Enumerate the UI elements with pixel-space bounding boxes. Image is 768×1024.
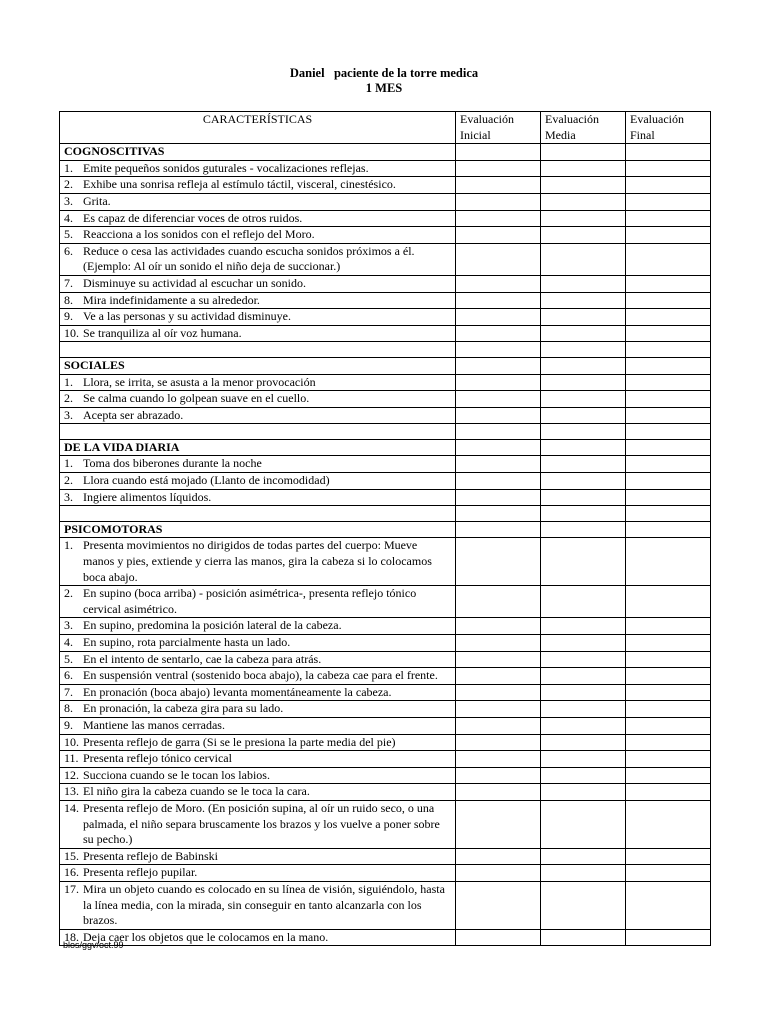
table-row [60, 848, 711, 865]
item-text: Presenta reflejo de Moro. (En posición supina, al oír un ruido seco, o una palmada, el niño separa bruscamente los brazos y los vuelve a poner sobre su pecho.) [83, 800, 440, 847]
item-text: En pronación, la cabeza gira para su lado. [83, 701, 284, 716]
table-row [60, 275, 711, 292]
table-row [60, 160, 711, 177]
item-cell [60, 407, 456, 424]
item-number: 9. [64, 309, 73, 324]
table-row [60, 800, 711, 848]
item-text: Mira un objeto cuando es colocado en su línea de visión, siguiéndolo, hasta la línea media, con la mirada, sin conseguir en tanto alcanzarla con los brazos. [83, 881, 445, 928]
eval-initial-cell[interactable] [456, 357, 541, 374]
eval-initial-cell[interactable] [456, 177, 541, 194]
eval-middle-cell[interactable] [541, 160, 626, 177]
eval-final-cell[interactable] [626, 881, 711, 929]
eval-final-cell[interactable] [626, 751, 711, 768]
table-row [60, 684, 711, 701]
eval-middle-cell[interactable] [541, 357, 626, 374]
item-cell [60, 391, 456, 408]
eval-middle-cell[interactable] [541, 701, 626, 718]
table-row [60, 309, 711, 326]
eval-initial-cell[interactable] [456, 439, 541, 456]
item-text: En el intento de sentarlo, cae la cabeza para atrás. [83, 651, 322, 666]
eval-middle-cell[interactable] [541, 635, 626, 652]
eval-middle-cell[interactable] [541, 521, 626, 538]
eval-initial-cell[interactable] [456, 193, 541, 210]
item-number: 1. [64, 374, 73, 389]
eval-middle-cell[interactable] [541, 391, 626, 408]
item-cell [60, 325, 456, 342]
item-text: Emite pequeños sonidos guturales - vocalizaciones reflejas. [83, 160, 369, 175]
item-text: En suspensión ventral (sostenido boca abajo), la cabeza cae para el frente. [83, 668, 438, 683]
item-cell [60, 193, 456, 210]
item-number: 10. [64, 734, 79, 749]
eval-final-cell[interactable] [626, 734, 711, 751]
table-row [60, 767, 711, 784]
item-text: Disminuye su actividad al escuchar un sonido. [83, 275, 306, 290]
evaluation-table [59, 111, 711, 946]
eval-middle-header: Evaluación Media [541, 112, 626, 144]
item-number: 2. [64, 177, 73, 192]
item-text: Toma dos biberones durante la noche [83, 456, 262, 471]
item-text: Llora, se irrita, se asusta a la menor provocación [83, 374, 316, 389]
item-number: 1. [64, 538, 73, 553]
table-row [60, 407, 711, 424]
eval-final-cell[interactable] [626, 684, 711, 701]
eval-final-cell[interactable] [626, 439, 711, 456]
eval-initial-cell[interactable] [456, 210, 541, 227]
eval-final-cell[interactable] [626, 929, 711, 946]
eval-final-cell[interactable] [626, 275, 711, 292]
eval-middle-cell[interactable] [541, 767, 626, 784]
eval-initial-cell[interactable] [456, 635, 541, 652]
table-row [60, 538, 711, 586]
eval-initial-cell[interactable] [456, 865, 541, 882]
table-row [60, 929, 711, 946]
eval-initial-cell[interactable] [456, 701, 541, 718]
section-title: COGNOSCITIVAS [60, 144, 456, 161]
item-number: 6. [64, 668, 73, 683]
footer-code: blos/ggv/oct.99 [63, 940, 124, 950]
item-cell [60, 292, 456, 309]
item-text: Acepta ser abrazado. [83, 407, 184, 422]
item-number: 8. [64, 292, 73, 307]
eval-initial-cell[interactable] [456, 160, 541, 177]
item-cell [60, 374, 456, 391]
item-cell [60, 848, 456, 865]
eval-middle-cell[interactable] [541, 325, 626, 342]
eval-initial-cell[interactable] [456, 734, 541, 751]
eval-final-cell[interactable] [626, 635, 711, 652]
eval-final-cell[interactable] [626, 357, 711, 374]
item-number: 16. [64, 865, 79, 880]
document-subtitle: 1 MES [365, 81, 403, 95]
section-title: PSICOMOTORAS [60, 521, 456, 538]
item-cell [60, 473, 456, 490]
eval-initial-cell[interactable] [456, 407, 541, 424]
item-text: Ve a las personas y su actividad disminuye. [83, 309, 291, 324]
eval-middle-cell[interactable] [541, 374, 626, 391]
item-text: El niño gira la cabeza cuando se le toca la cara. [83, 784, 310, 799]
section-title: SOCIALES [60, 357, 456, 374]
item-text: Se tranquiliza al oír voz humana. [83, 325, 242, 340]
item-text: Mantiene las manos cerradas. [83, 717, 225, 732]
eval-final-cell[interactable] [626, 227, 711, 244]
item-number: 9. [64, 717, 73, 732]
eval-final-cell[interactable] [626, 521, 711, 538]
section-row [60, 521, 711, 538]
blank-row [60, 342, 711, 358]
eval-middle-cell[interactable] [541, 342, 626, 358]
table-row [60, 635, 711, 652]
item-text: Grita. [83, 193, 111, 208]
eval-initial-cell[interactable] [456, 684, 541, 701]
item-number: 8. [64, 701, 73, 716]
eval-middle-cell[interactable] [541, 538, 626, 586]
table-row [60, 865, 711, 882]
table-body [60, 144, 711, 946]
eval-final-cell[interactable] [626, 668, 711, 685]
document-header [0, 66, 768, 96]
item-text: Succiona cuando se le tocan los labios. [83, 767, 270, 782]
eval-final-cell[interactable] [626, 309, 711, 326]
table-row [60, 374, 711, 391]
table-row [60, 751, 711, 768]
eval-initial-cell[interactable] [456, 521, 541, 538]
item-text: Mira indefinidamente a su alrededor. [83, 292, 260, 307]
item-cell [60, 881, 456, 929]
item-text: Presenta reflejo de Babinski [83, 848, 218, 863]
table-row [60, 243, 711, 275]
item-number: 14. [64, 800, 79, 815]
eval-final-cell[interactable] [626, 144, 711, 161]
eval-initial-cell[interactable] [456, 275, 541, 292]
item-cell [60, 734, 456, 751]
eval-final-cell[interactable] [626, 489, 711, 506]
item-number: 6. [64, 243, 73, 258]
item-cell [60, 751, 456, 768]
item-number: 1. [64, 160, 73, 175]
eval-middle-cell[interactable] [541, 865, 626, 882]
eval-final-cell[interactable] [626, 717, 711, 734]
eval-initial-cell[interactable] [456, 751, 541, 768]
eval-initial-cell[interactable] [456, 668, 541, 685]
eval-initial-cell[interactable] [456, 767, 541, 784]
item-number: 12. [64, 767, 79, 782]
table-row [60, 177, 711, 194]
table-row [60, 193, 711, 210]
eval-middle-cell[interactable] [541, 456, 626, 473]
table-row [60, 391, 711, 408]
eval-final-cell[interactable] [626, 473, 711, 490]
table-row [60, 668, 711, 685]
eval-final-cell[interactable] [626, 424, 711, 440]
item-cell [60, 800, 456, 848]
eval-middle-cell[interactable] [541, 210, 626, 227]
table-row [60, 651, 711, 668]
eval-initial-cell[interactable] [456, 881, 541, 929]
table-row [60, 456, 711, 473]
eval-final-cell[interactable] [626, 243, 711, 275]
section-title: DE LA VIDA DIARIA [60, 439, 456, 456]
eval-initial-cell[interactable] [456, 456, 541, 473]
item-text: Presenta reflejo tónico cervical [83, 751, 232, 766]
eval-initial-cell[interactable] [456, 325, 541, 342]
item-cell [60, 701, 456, 718]
item-cell [60, 717, 456, 734]
eval-initial-cell[interactable] [456, 489, 541, 506]
item-text: Exhibe una sonrisa refleja al estímulo táctil, visceral, cinestésico. [83, 177, 396, 192]
eval-middle-cell[interactable] [541, 292, 626, 309]
table-row [60, 784, 711, 801]
item-cell [60, 618, 456, 635]
item-text: Presenta movimientos no dirigidos de todas partes del cuerpo: Mueve manos y pies, extiende y cierra las manos, gira la cabeza si lo colocamos boca abajo. [83, 538, 432, 584]
eval-middle-cell[interactable] [541, 651, 626, 668]
eval-final-cell[interactable] [626, 784, 711, 801]
item-text: Es capaz de diferenciar voces de otros ruidos. [83, 210, 303, 225]
section-row [60, 144, 711, 161]
blank-cell [60, 424, 456, 440]
eval-initial-cell[interactable] [456, 618, 541, 635]
item-number: 4. [64, 635, 73, 649]
eval-middle-cell[interactable] [541, 243, 626, 275]
table-row [60, 473, 711, 490]
item-number: 15. [64, 848, 79, 863]
eval-final-cell[interactable] [626, 407, 711, 424]
eval-middle-cell[interactable] [541, 489, 626, 506]
eval-initial-cell[interactable] [456, 538, 541, 586]
item-cell [60, 456, 456, 473]
blank-cell [60, 342, 456, 358]
eval-final-cell[interactable] [626, 618, 711, 635]
item-number: 18. [64, 929, 79, 944]
eval-final-cell[interactable] [626, 538, 711, 586]
eval-initial-cell[interactable] [456, 144, 541, 161]
eval-middle-cell[interactable] [541, 473, 626, 490]
item-number: 1. [64, 456, 73, 471]
item-number: 2. [64, 586, 73, 601]
table-row [60, 701, 711, 718]
item-number: 10. [64, 325, 79, 340]
item-cell [60, 489, 456, 506]
eval-middle-cell[interactable] [541, 586, 626, 618]
item-number: 7. [64, 684, 73, 699]
item-number: 3. [64, 489, 73, 504]
table-row [60, 734, 711, 751]
eval-middle-cell[interactable] [541, 424, 626, 440]
eval-middle-cell[interactable] [541, 309, 626, 326]
item-number: 13. [64, 784, 79, 799]
eval-middle-cell[interactable] [541, 717, 626, 734]
item-text: En pronación (boca abajo) levanta momentáneamente la cabeza. [83, 684, 392, 699]
document-title: Daniel paciente de la torre medica [289, 66, 479, 80]
item-cell [60, 309, 456, 326]
eval-final-cell[interactable] [626, 342, 711, 358]
item-number: 4. [64, 210, 73, 225]
item-text: Reacciona a los sonidos con el reflejo del Moro. [83, 227, 315, 242]
item-number: 3. [64, 407, 73, 422]
eval-initial-cell[interactable] [456, 243, 541, 275]
eval-final-cell[interactable] [626, 160, 711, 177]
item-text: En supino (boca arriba) - posición asimétrica-, presenta reflejo tónico cervical asimétrico. [83, 586, 417, 616]
item-text: En supino, rota parcialmente hasta un lado. [83, 635, 291, 649]
item-cell [60, 865, 456, 882]
eval-middle-cell[interactable] [541, 618, 626, 635]
table-row [60, 717, 711, 734]
characteristics-header: CARACTERÍSTICAS [60, 112, 456, 144]
table-row [60, 586, 711, 618]
eval-initial-cell[interactable] [456, 929, 541, 946]
eval-initial-cell[interactable] [456, 651, 541, 668]
eval-middle-cell[interactable] [541, 407, 626, 424]
table-row [60, 227, 711, 244]
item-cell [60, 160, 456, 177]
item-number: 2. [64, 473, 73, 488]
eval-final-cell[interactable] [626, 767, 711, 784]
item-cell [60, 538, 456, 586]
item-cell [60, 227, 456, 244]
eval-final-cell[interactable] [626, 848, 711, 865]
eval-middle-cell[interactable] [541, 193, 626, 210]
eval-final-header: Evaluación Final [626, 112, 711, 144]
item-number: 5. [64, 227, 73, 242]
item-number: 17. [64, 881, 79, 896]
section-row [60, 357, 711, 374]
item-text: En supino, predomina la posición lateral de la cabeza. [83, 618, 342, 633]
eval-initial-cell[interactable] [456, 391, 541, 408]
item-number: 7. [64, 275, 73, 290]
table-row [60, 618, 711, 635]
eval-final-cell[interactable] [626, 456, 711, 473]
eval-final-cell[interactable] [626, 193, 711, 210]
eval-middle-cell[interactable] [541, 506, 626, 522]
item-number: 11. [64, 751, 79, 766]
eval-initial-cell[interactable] [456, 800, 541, 848]
eval-middle-cell[interactable] [541, 177, 626, 194]
eval-middle-cell[interactable] [541, 784, 626, 801]
eval-middle-cell[interactable] [541, 734, 626, 751]
blank-row [60, 506, 711, 522]
eval-final-cell[interactable] [626, 210, 711, 227]
eval-initial-cell[interactable] [456, 342, 541, 358]
eval-final-cell[interactable] [626, 292, 711, 309]
item-cell [60, 651, 456, 668]
eval-initial-cell[interactable] [456, 473, 541, 490]
eval-final-cell[interactable] [626, 586, 711, 618]
eval-initial-cell[interactable] [456, 292, 541, 309]
eval-middle-cell[interactable] [541, 144, 626, 161]
eval-final-cell[interactable] [626, 701, 711, 718]
eval-initial-cell[interactable] [456, 424, 541, 440]
eval-initial-cell[interactable] [456, 586, 541, 618]
eval-middle-cell[interactable] [541, 848, 626, 865]
blank-row [60, 424, 711, 440]
item-text: Reduce o cesa las actividades cuando escucha sonidos próximos a él. (Ejemplo: Al oír un sonido el niño deja de succionar.) [83, 243, 415, 274]
eval-initial-cell[interactable] [456, 717, 541, 734]
eval-middle-cell[interactable] [541, 684, 626, 701]
table-row [60, 210, 711, 227]
table-header-row [60, 112, 711, 144]
item-cell [60, 767, 456, 784]
item-text: Presenta reflejo pupilar. [83, 865, 198, 880]
table-row [60, 489, 711, 506]
eval-final-cell[interactable] [626, 177, 711, 194]
blank-cell [60, 506, 456, 522]
item-text: Llora cuando está mojado (Llanto de incomodidad) [83, 473, 330, 488]
eval-initial-cell[interactable] [456, 506, 541, 522]
item-number: 5. [64, 651, 73, 666]
eval-middle-cell[interactable] [541, 668, 626, 685]
item-cell [60, 275, 456, 292]
item-number: 3. [64, 618, 73, 633]
eval-final-cell[interactable] [626, 865, 711, 882]
eval-middle-cell[interactable] [541, 227, 626, 244]
item-cell [60, 243, 456, 275]
item-cell [60, 784, 456, 801]
section-row [60, 439, 711, 456]
eval-middle-cell[interactable] [541, 929, 626, 946]
item-cell [60, 586, 456, 618]
eval-final-cell[interactable] [626, 374, 711, 391]
eval-final-cell[interactable] [626, 506, 711, 522]
item-number: 2. [64, 391, 73, 406]
item-cell [60, 210, 456, 227]
item-text: Presenta reflejo de garra (Si se le presiona la parte media del pie) [83, 734, 396, 749]
item-cell [60, 668, 456, 685]
item-text: Se calma cuando lo golpean suave en el cuello. [83, 391, 310, 406]
eval-final-cell[interactable] [626, 800, 711, 848]
item-text: Ingiere alimentos líquidos. [83, 489, 212, 504]
eval-middle-cell[interactable] [541, 881, 626, 929]
eval-middle-cell[interactable] [541, 800, 626, 848]
item-cell [60, 177, 456, 194]
eval-middle-cell[interactable] [541, 751, 626, 768]
table-row [60, 325, 711, 342]
eval-initial-header: Evaluación Inicial [456, 112, 541, 144]
eval-initial-cell[interactable] [456, 309, 541, 326]
eval-initial-cell[interactable] [456, 784, 541, 801]
eval-initial-cell[interactable] [456, 227, 541, 244]
eval-final-cell[interactable] [626, 651, 711, 668]
item-number: 3. [64, 193, 73, 208]
item-cell [60, 635, 456, 652]
table-row [60, 881, 711, 929]
eval-middle-cell[interactable] [541, 439, 626, 456]
table-row [60, 292, 711, 309]
item-text: Deja caer los objetos que le colocamos en la mano. [83, 929, 329, 944]
eval-final-cell[interactable] [626, 325, 711, 342]
eval-initial-cell[interactable] [456, 848, 541, 865]
eval-middle-cell[interactable] [541, 275, 626, 292]
item-cell [60, 684, 456, 701]
eval-final-cell[interactable] [626, 391, 711, 408]
eval-initial-cell[interactable] [456, 374, 541, 391]
